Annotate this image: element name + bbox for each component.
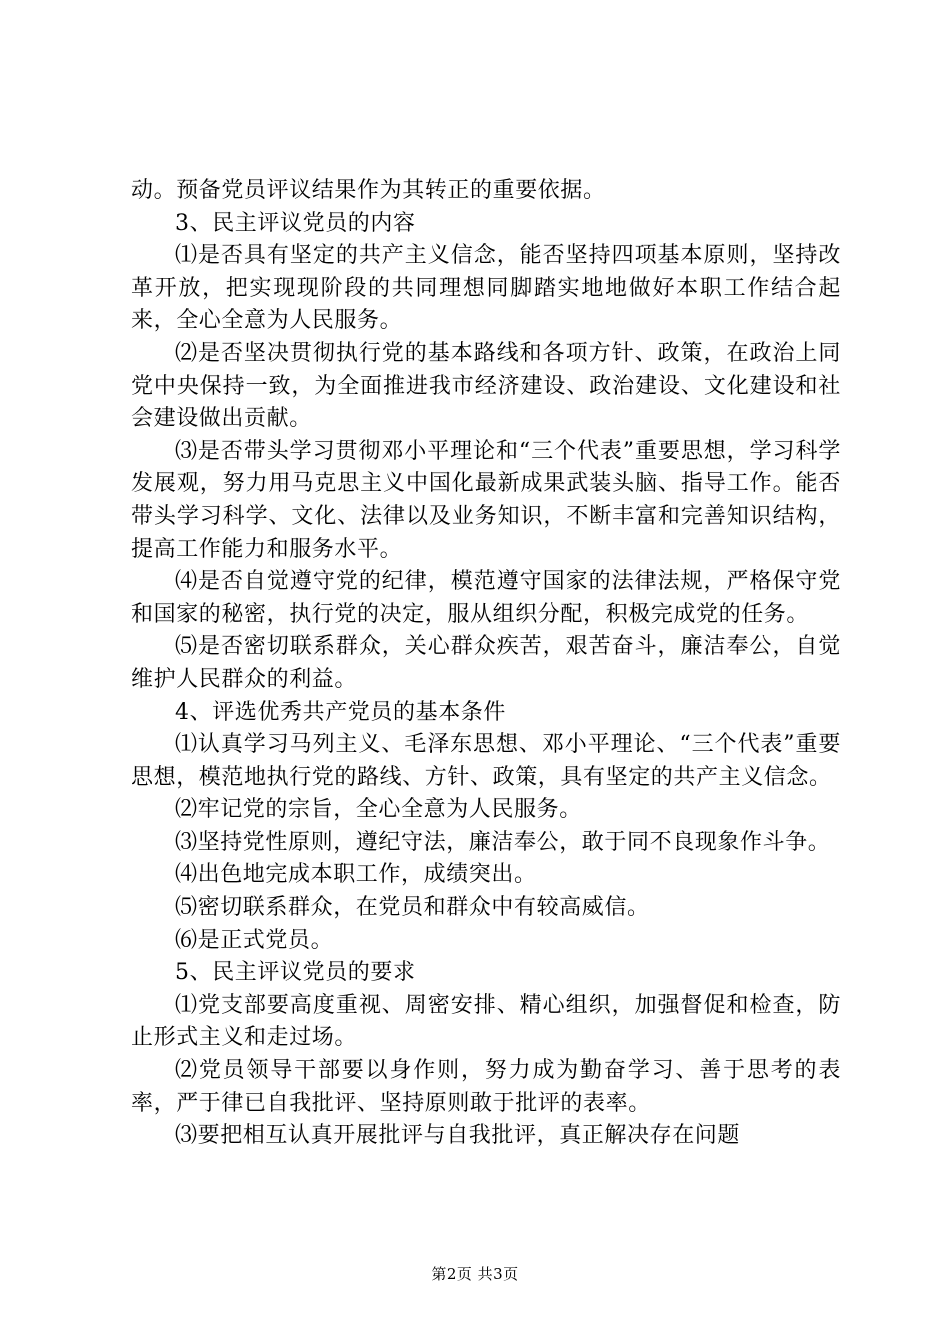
section-heading: 5、民主评议党员的要求 (175, 960, 416, 986)
paragraph: ⑶是否带头学习贯彻邓小平理论和“三个代表”重要思想，学习科学发展观，努力用马克思主义中国化最新成果武装头脑、指导工作。能否带头学习科学、文化、法律以及业务知识，不断丰富和完善知识结构，提高工作能力和服务水平。 (131, 438, 841, 562)
paragraph: ⑵党员领导干部要以身作则，努力成为勤奋学习、善于思考的表率，严于律已自我批评、坚持原则敢于批评的表率。 (131, 1058, 841, 1116)
page-number-footer: 第2页 共3页 (431, 1265, 519, 1283)
paragraph: ⑷是否自觉遵守党的纪律，模范遵守国家的法律法规，严格保守党和国家的秘密，执行党的决定，服从组织分配，积极完成党的任务。 (131, 569, 841, 627)
paragraph: ⑵牢记党的宗旨，全心全意为人民服务。 (175, 797, 582, 823)
section-heading: 4、评选优秀共产党员的基本条件 (175, 699, 506, 725)
paragraph: ⑸是否密切联系群众，关心群众疾苦，艰苦奋斗，廉洁奉公，自觉维护人民群众的利益。 (131, 634, 841, 692)
paragraph: ⑶坚持党性原则，遵纪守法，廉洁奉公，敢于同不良现象作斗争。 (175, 829, 831, 855)
paragraph: ⑴是否具有坚定的共产主义信念，能否坚持四项基本原则，坚持改革开放，把实现现阶段的共同理想同脚踏实地地做好本职工作结合起来，全心全意为人民服务。 (131, 243, 841, 334)
paragraph: 动。预备党员评议结果作为其转正的重要依据。 (131, 178, 606, 203)
paragraph: ⑷出色地完成本职工作，成绩突出。 (175, 862, 537, 888)
document-body (131, 175, 841, 1153)
section-heading: 3、民主评议党员的内容 (175, 210, 416, 236)
paragraph: ⑹是正式党员。 (175, 927, 334, 953)
paragraph: ⑴认真学习马列主义、毛泽东思想、邓小平理论、“三个代表”重要思想，模范地执行党的路线、方针、政策，具有坚定的共产主义信念。 (131, 732, 841, 790)
paragraph: ⑴党支部要高度重视、周密安排、精心组织，加强督促和检查，防止形式主义和走过场。 (131, 992, 841, 1051)
paragraph: ⑵是否坚决贯彻执行党的基本路线和各项方针、政策，在政治上同党中央保持一致，为全面推进我市经济建设、政治建设、文化建设和社会建设做出贡献。 (131, 340, 841, 432)
paragraph: ⑶要把相互认真开展批评与自我批评，真正解决存在问题 (175, 1123, 741, 1149)
paragraph: ⑸密切联系群众，在党员和群众中有较高威信。 (175, 895, 650, 921)
